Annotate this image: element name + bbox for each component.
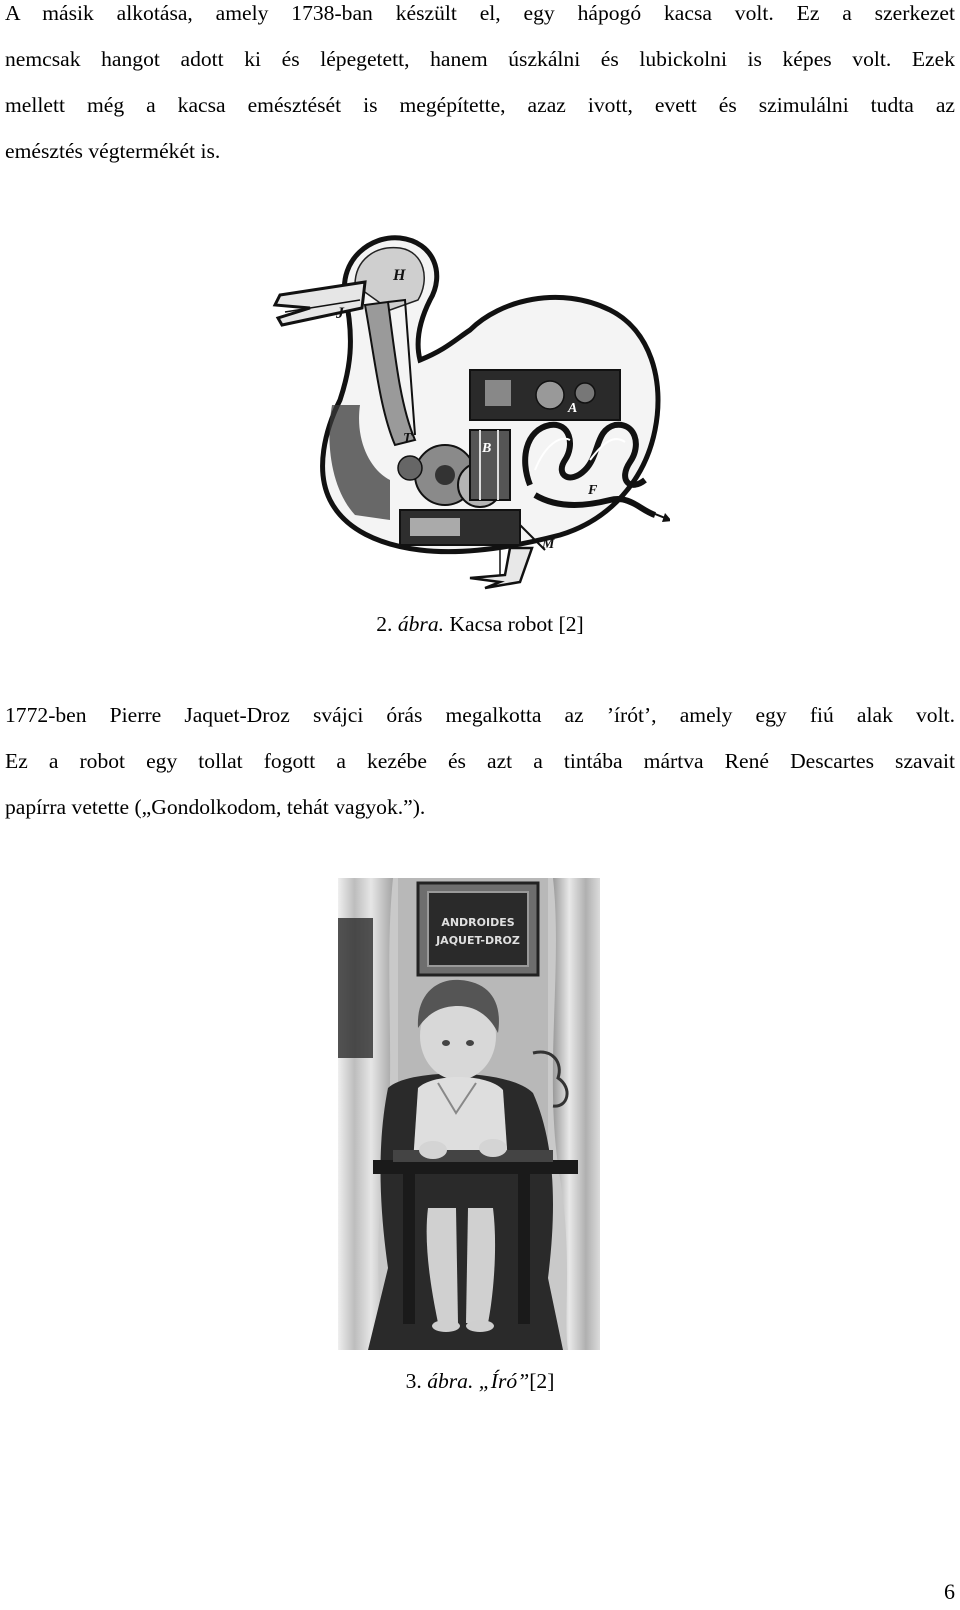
text-line: papírra vetette („Gondolkodom, tehát vagyok.”). — [5, 795, 426, 819]
caption-title: „Író” — [473, 1369, 530, 1393]
figure-2-caption — [0, 609, 960, 639]
duck-robot-illustration — [270, 230, 670, 590]
paragraph-writer — [5, 692, 955, 830]
caption-number: 3. — [405, 1369, 428, 1393]
text-line: nemcsak hangot adott ki és lépegetett, hanem úszkálni és lubickolni is képes volt. Ezek — [5, 47, 955, 71]
label-F: F — [588, 483, 598, 498]
caption-abbr: ábra. — [427, 1369, 474, 1393]
writer-automaton-photo — [338, 878, 600, 1350]
caption-text: Kacsa robot [2] — [444, 612, 584, 636]
caption-text: [2] — [529, 1369, 555, 1393]
page-number: 6 — [944, 1579, 955, 1604]
text-line: mellett még a kacsa emésztését is megépítette, azaz ivott, evett és szimulálni tudta az — [5, 93, 955, 117]
duck-foot — [470, 548, 532, 588]
sign-line-2: JAQUET-DROZ — [436, 934, 520, 947]
label-M: M — [542, 537, 555, 552]
label-A: A — [568, 401, 578, 416]
sign-line-1: ANDROIDES — [441, 916, 515, 929]
label-T: T — [403, 431, 412, 446]
text-line: emésztés végtermékét is. — [5, 139, 221, 163]
label-H: H — [393, 267, 406, 284]
paragraph-duck — [5, 0, 955, 174]
text-line: 1772-ben Pierre Jaquet-Droz svájci órás megalkotta az ’írót’, amely egy fiú alak volt. — [5, 703, 955, 727]
figure-3-caption — [0, 1366, 960, 1396]
label-J: J — [336, 305, 344, 322]
writing-desk — [373, 1160, 578, 1174]
text-line: A másik alkotása, amely 1738-ban készült el, egy hápogó kacsa volt. Ez a szerkezet — [5, 1, 955, 25]
label-B: B — [482, 441, 492, 456]
caption-abbr: ábra. — [397, 612, 445, 636]
caption-number: 2. — [376, 612, 398, 636]
text-line: Ez a robot egy tollat fogott a kezébe és azt a tintába mártva René Descartes szavait — [5, 749, 955, 773]
